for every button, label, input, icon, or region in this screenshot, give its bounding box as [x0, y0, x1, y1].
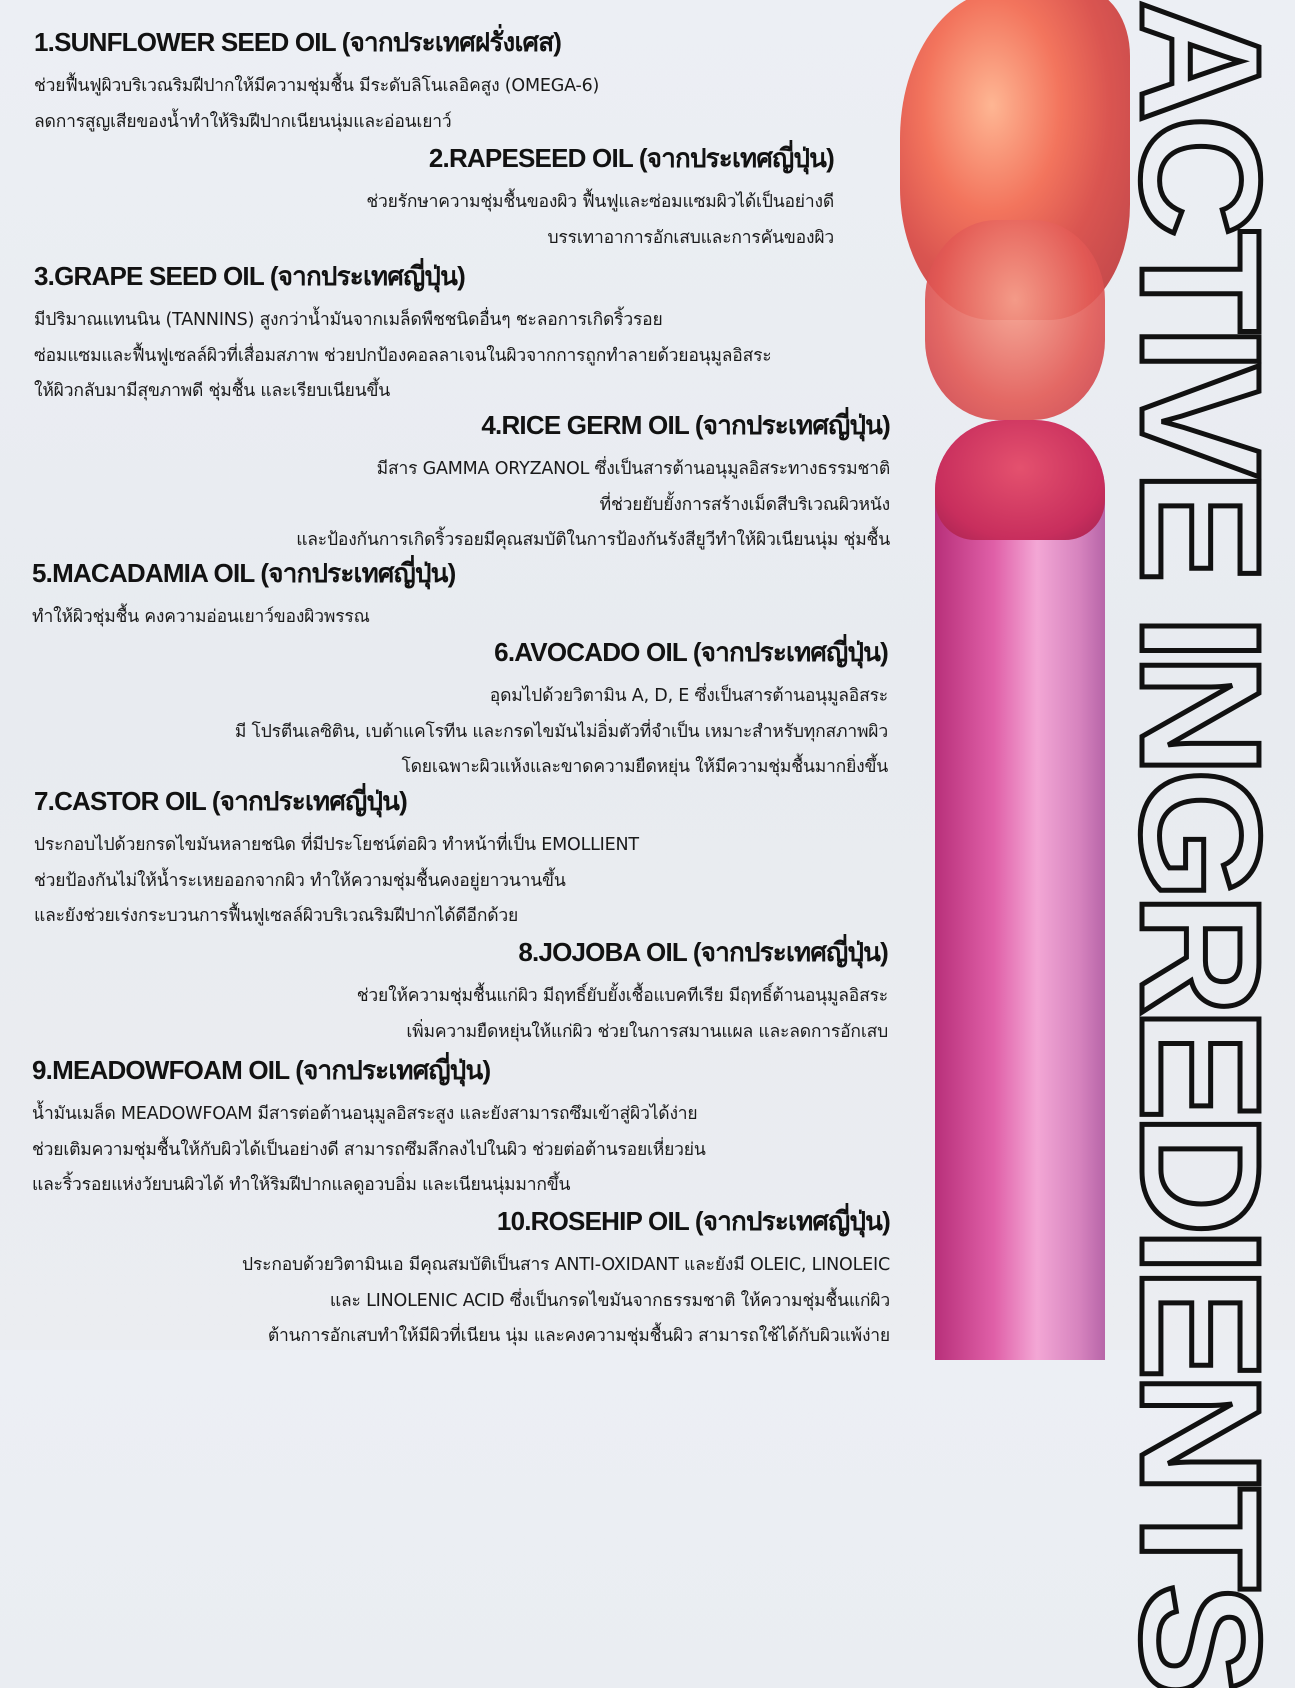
ingredient-line: ซ่อมแซมและฟื้นฟูเซลล์ผิวที่เสื่อมสภาพ ช่วยปกป้องคอลลาเจนในผิวจากการถูกทำลายด้วยอนุมูลอิสระ — [34, 345, 772, 366]
ingredient-line: ช่วยเติมความชุ่มชื้นให้กับผิวได้เป็นอย่างดี สามารถซึมลึกลงไปในผิว ช่วยต่อต้านรอยเหี่ยวย่น — [32, 1139, 706, 1160]
ingredient-line: ช่วยฟื้นฟูผิวบริเวณริมฝีปากให้มีความชุ่มชื้น มีระดับลิโนเลอิคสูง (OMEGA-6) — [34, 76, 600, 96]
ingredient-line: ทำให้ผิวชุ่มชื้น คงความอ่อนเยาว์ของผิวพรรณ — [32, 607, 370, 627]
ingredient-line: มีปริมาณแทนนิน (TANNINS) สูงกว่าน้ำมันจากเมล็ดพืชชนิดอื่นๆ ชะลอการเกิดริ้วรอย — [34, 310, 663, 330]
ingredient-line: และป้องกันการเกิดริ้วรอยมีคุณสมบัติในการป้องกันรังสียูวีทำให้ผิวเนียนนุ่ม ชุ่มชื้น — [296, 530, 890, 550]
ingredient-item — [34, 22, 599, 140]
ingredient-item — [34, 256, 771, 410]
ingredient-item — [242, 1201, 890, 1355]
ingredient-line: ช่วยรักษาความชุ่มชื้นของผิว ฟื้นฟูและซ่อมแซมผิวได้เป็นอย่างดี — [366, 192, 834, 212]
ingredient-title: 9.MEADOWFOAM OIL (จากประเทศญี่ปุ่น) — [32, 1055, 491, 1085]
ingredient-line: ให้ผิวกลับมามีสุขภาพดี ชุ่มชื้น และเรียบเนียนขึ้น — [34, 381, 391, 401]
ingredient-line: ประกอบด้วยวิตามินเอ มีคุณสมบัติเป็นสาร ANTI-OXIDANT และยังมี OLEIC, LINOLEIC — [242, 1255, 890, 1275]
ingredient-line: น้ำมันเมล็ด MEADOWFOAM มีสารต่อต้านอนุมูลอิสระสูง และยังสามารถซึมเข้าสู่ผิวได้ง่าย — [32, 1104, 698, 1124]
ingredient-title: 8.JOJOBA OIL (จากประเทศญี่ปุ่น) — [518, 937, 888, 967]
ingredient-item — [235, 632, 888, 786]
ingredient-title: 5.MACADAMIA OIL (จากประเทศญี่ปุ่น) — [32, 558, 456, 588]
ingredient-title: 6.AVOCADO OIL (จากประเทศญี่ปุ่น) — [494, 637, 888, 667]
ingredient-line: และริ้วรอยแห่งวัยบนผิวได้ ทำให้ริมฝีปากแลดูอวบอิ่ม และเนียนนุ่มมากขึ้น — [32, 1175, 571, 1195]
ingredient-title: 3.GRAPE SEED OIL (จากประเทศญี่ปุ่น) — [34, 261, 465, 291]
ingredient-line: โดยเฉพาะผิวแห้งและขาดความยืดหยุ่น ให้มีความชุ่มชื้นมากยิ่งขึ้น — [401, 757, 888, 777]
ingredient-item — [296, 405, 890, 559]
ingredient-line: อุดมไปด้วยวิตามิน A, D, E ซึ่งเป็นสารต้านอนุมูลอิสระ — [489, 686, 888, 706]
ingredient-line: บรรเทาอาการอักเสบและการคันของผิว — [547, 227, 834, 248]
ingredient-line: ประกอบไปด้วยกรดไขมันหลายชนิด ที่มีประโยชน์ต่อผิว ทำหน้าที่เป็น EMOLLIENT — [34, 835, 639, 855]
ingredient-title: 1.SUNFLOWER SEED OIL (จากประเทศฝรั่งเศส) — [34, 27, 562, 57]
ingredient-item — [357, 932, 888, 1050]
ingredient-line: ที่ช่วยยับยั้งการสร้างเม็ดสีบริเวณผิวหนัง — [599, 494, 890, 515]
ingredient-line: เพิ่มความยืดหยุ่นให้แก่ผิว ช่วยในการสมานแผล และลดการอักเสบ — [406, 1021, 888, 1042]
ingredient-line: มี โปรตีนเลซิติน, เบต้าแคโรทีน และกรดไขมันไม่อิ่มตัวที่จำเป็น เหมาะสำหรับทุกสภาพผิว — [234, 721, 888, 742]
ingredient-line: และยังช่วยเร่งกระบวนการฟื้นฟูเซลล์ผิวบริเวณริมฝีปากได้ดีอีกด้วย — [34, 906, 519, 926]
ingredient-line: ต้านการอักเสบทำให้มีผิวที่เนียน นุ่ม และคงความชุ่มชื้นผิว สามารถใช้ได้กับผิวแพ้ง่าย — [267, 1326, 890, 1346]
ingredient-item — [34, 781, 639, 935]
ingredient-title: 10.ROSEHIP OIL (จากประเทศญี่ปุ่น) — [496, 1206, 890, 1236]
ingredient-title: 7.CASTOR OIL (จากประเทศญี่ปุ่น) — [34, 786, 407, 816]
ingredient-item — [366, 138, 834, 256]
ingredient-line: และ LINOLENIC ACID ซึ่งเป็นกรดไขมันจากธรรมชาติ ให้ความชุ่มชื้นแก่ผิว — [329, 1290, 890, 1311]
ingredient-title: 4.RICE GERM OIL (จากประเทศญี่ปุ่น) — [481, 410, 890, 440]
ingredient-line: ลดการสูญเสียของน้ำทำให้ริมฝีปากเนียนนุ่มและอ่อนเยาว์ — [34, 111, 452, 132]
ingredient-line: ช่วยให้ความชุ่มชื้นแก่ผิว มีฤทธิ์ยับยั้งเชื้อแบคทีเรีย มีฤทธิ์ต้านอนุมูลอิสระ — [356, 986, 888, 1006]
ingredient-item — [32, 553, 456, 636]
ingredient-title: 2.RAPESEED OIL (จากประเทศญี่ปุ่น) — [428, 143, 834, 173]
ingredient-item — [32, 1050, 706, 1204]
vertical-heading: ACTIVE INGREDIENTS — [1105, 0, 1295, 1688]
ingredient-line: ช่วยป้องกันไม่ให้น้ำระเหยออกจากผิว ทำให้ความชุ่มชื้นคงอยู่ยาวนานขึ้น — [34, 870, 566, 891]
ingredient-line: มีสาร GAMMA ORYZANOL ซึ่งเป็นสารต้านอนุมูลอิสระทางธรรมชาติ — [376, 459, 890, 479]
